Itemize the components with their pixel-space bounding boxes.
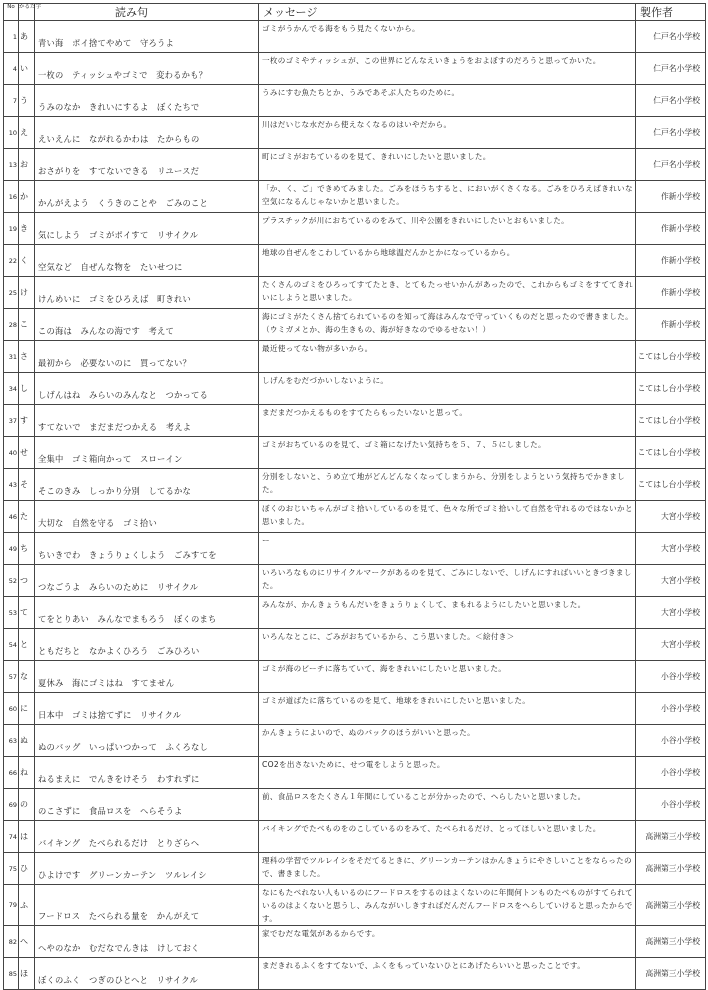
author-school: 大宮小学校 — [636, 629, 706, 661]
table-row — [4, 309, 706, 341]
table-row — [4, 277, 706, 309]
karuta-letter: は — [19, 821, 35, 853]
haiku-text: ともだちと なかよくひろう ごみひろい — [35, 629, 259, 661]
haiku-text: えいえんに ながれるかわは たからもの — [35, 117, 259, 149]
haiku-text: ねるまえに でんきをけそう わすれずに — [35, 757, 259, 789]
message-text: なにもたべれない人もいるのにフードロスをするのはよくないのに年間何トンものたべものがすてられているのはよくないと思うし、みんながいしきすればだんだんフードロスをへらしていけると思ったからです。 — [259, 885, 636, 926]
table-row — [4, 661, 706, 693]
row-number: 74 — [4, 821, 19, 853]
row-number: 69 — [4, 789, 19, 821]
karuta-letter: か — [19, 181, 35, 213]
header-kana: かるた字 — [19, 4, 35, 21]
row-number: 52 — [4, 565, 19, 597]
haiku-text: 大切な 自然を守る ゴミ拾い — [35, 501, 259, 533]
message-text: ゴミがおちているのを見て、ゴミ箱になげたい気持ちを５、７、５にしました。 — [259, 437, 636, 469]
table-row — [4, 469, 706, 501]
haiku-text: おさがりを すてないできる リユースだ — [35, 149, 259, 181]
karuta-letter: な — [19, 661, 35, 693]
karuta-letter: た — [19, 501, 35, 533]
haiku-text: ひよけです グリーンカーテン ツルレイシ — [35, 853, 259, 885]
karuta-letter: あ — [19, 21, 35, 53]
author-school: こてはし台小学校 — [636, 437, 706, 469]
row-number: 19 — [4, 213, 19, 245]
haiku-text: 気にしよう ゴミがポイすて リサイクル — [35, 213, 259, 245]
row-number: 85 — [4, 958, 19, 990]
karuta-letter: ほ — [19, 958, 35, 990]
author-school: 高洲第三小学校 — [636, 885, 706, 926]
haiku-text: 空気など 自ぜんな物を たいせつに — [35, 245, 259, 277]
author-school: 小谷小学校 — [636, 725, 706, 757]
table-body — [4, 21, 706, 990]
karuta-letter: く — [19, 245, 35, 277]
row-number: 75 — [4, 853, 19, 885]
karuta-letter: え — [19, 117, 35, 149]
header-haiku: 読み句 — [35, 4, 259, 21]
karuta-letter: に — [19, 693, 35, 725]
author-school: こてはし台小学校 — [636, 341, 706, 373]
karuta-letter: こ — [19, 309, 35, 341]
table-row — [4, 629, 706, 661]
table-row — [4, 53, 706, 85]
table-row — [4, 181, 706, 213]
karuta-letter: き — [19, 213, 35, 245]
message-text: 理科の学習でツルレイシをそだてるときに、グリーンカーテンはかんきょうにやさしいことをならったので、書きました。 — [259, 853, 636, 885]
table-row — [4, 85, 706, 117]
table-row — [4, 597, 706, 629]
row-number: 49 — [4, 533, 19, 565]
message-text: 海にゴミがたくさん捨てられているのを知って海はみんなで守っていくものだと思ったので書きました。（ウミガメとか、海の生きもの、海が好きなのでゆるせない！） — [259, 309, 636, 341]
row-number: 40 — [4, 437, 19, 469]
table-header-row — [4, 4, 706, 21]
haiku-text: 最初から 必要ないのに 買ってない？ — [35, 341, 259, 373]
karuta-letter: ひ — [19, 853, 35, 885]
message-text: 「か、く、ご」できめてみました。ごみをほうちすると、においがくさくなる。ごみをひろえばきれいな空気になるんじゃないかと思いました。 — [259, 181, 636, 213]
row-number: 34 — [4, 373, 19, 405]
table-row — [4, 405, 706, 437]
haiku-text: てをとりあい みんなでまもろう ぼくのまち — [35, 597, 259, 629]
author-school: 大宮小学校 — [636, 565, 706, 597]
message-text: うみにすむ魚たちとか、うみであそぶ人たちのために。 — [259, 85, 636, 117]
karuta-letter: ね — [19, 757, 35, 789]
message-text: 地球の自ぜんをこわしているから地球温だんかとかになっているから。 — [259, 245, 636, 277]
haiku-text: 青い海 ポイ捨てやめて 守ろうよ — [35, 21, 259, 53]
table-row — [4, 693, 706, 725]
haiku-text: つなごうよ みらいのために リサイクル — [35, 565, 259, 597]
table-row — [4, 437, 706, 469]
message-text: たくさんのゴミをひろってすてたとき、とてもたっせいかんがあったので、これからもゴミをすててきれいにしようと思いました。 — [259, 277, 636, 309]
author-school: 高洲第三小学校 — [636, 821, 706, 853]
message-text: バイキングでたべものをのこしているのをみて、たべられるだけ、とってほしいと思いました。 — [259, 821, 636, 853]
table-row — [4, 885, 706, 926]
haiku-text: この海は みんなの海です 考えて — [35, 309, 259, 341]
haiku-text: けんめいに ゴミをひろえば 町きれい — [35, 277, 259, 309]
table-row — [4, 21, 706, 53]
haiku-text: へやのなか むだなでんきは けしておく — [35, 926, 259, 958]
table-row — [4, 789, 706, 821]
karuta-letter: し — [19, 373, 35, 405]
haiku-text: のこさずに 食品ロスを へらそうよ — [35, 789, 259, 821]
message-text: いろいろなものにリサイクルマークがあるのを見て、ごみにしないで、しげんにすればいいときづきました。 — [259, 565, 636, 597]
table-row — [4, 533, 706, 565]
message-text: かんきょうによいので、ぬのバックのほうがいいと思った。 — [259, 725, 636, 757]
message-text: まだまだつかえるものをすてたらもったいないと思って。 — [259, 405, 636, 437]
row-number: 25 — [4, 277, 19, 309]
author-school: 高洲第三小学校 — [636, 958, 706, 990]
karuta-letter: う — [19, 85, 35, 117]
author-school: こてはし台小学校 — [636, 469, 706, 501]
header-message: メッセージ — [259, 4, 636, 21]
row-number: 16 — [4, 181, 19, 213]
author-school: 仁戸名小学校 — [636, 53, 706, 85]
message-text: CO2を出さないために、せつ電をしようと思った。 — [259, 757, 636, 789]
author-school: 小谷小学校 — [636, 789, 706, 821]
author-school: 仁戸名小学校 — [636, 85, 706, 117]
message-text: プラスチックが川におちているのをみて、川や公園をきれいにしたいとおもいました。 — [259, 213, 636, 245]
table-row — [4, 373, 706, 405]
karuta-letter: せ — [19, 437, 35, 469]
author-school: 仁戸名小学校 — [636, 117, 706, 149]
message-text: 前、食品ロスをたくさん１年間にしていることが分かったので、へらしたいと思いました。 — [259, 789, 636, 821]
karuta-letter: さ — [19, 341, 35, 373]
karuta-letter: つ — [19, 565, 35, 597]
karuta-letter: そ — [19, 469, 35, 501]
author-school: こてはし台小学校 — [636, 373, 706, 405]
row-number: 10 — [4, 117, 19, 149]
message-text: 分別をしないと、うめ立て地がどんどんなくなってしまうから、分別をしようという気持ちでかきました。 — [259, 469, 636, 501]
table-row — [4, 213, 706, 245]
karuta-letter: て — [19, 597, 35, 629]
author-school: 大宮小学校 — [636, 597, 706, 629]
message-text: しげんをむだづかいしないように。 — [259, 373, 636, 405]
table-row — [4, 565, 706, 597]
table-row — [4, 725, 706, 757]
row-number: 46 — [4, 501, 19, 533]
author-school: 作新小学校 — [636, 309, 706, 341]
message-text: 最近使ってない物が多いから。 — [259, 341, 636, 373]
row-number: 54 — [4, 629, 19, 661]
table-row — [4, 245, 706, 277]
author-school: 大宮小学校 — [636, 501, 706, 533]
row-number: 43 — [4, 469, 19, 501]
row-number: 37 — [4, 405, 19, 437]
haiku-text: ぼくのふく つぎのひとへと リサイクル — [35, 958, 259, 990]
message-text: ゴミがうかんでる海をもう見たくないから。 — [259, 21, 636, 53]
haiku-text: ちいきでわ きょうりょくしよう ごみすてを — [35, 533, 259, 565]
author-school: 作新小学校 — [636, 277, 706, 309]
haiku-text: しげんはね みらいのみんなと つかってる — [35, 373, 259, 405]
table-row — [4, 821, 706, 853]
haiku-text: すてないで まだまだつかえる 考えよ — [35, 405, 259, 437]
table-row — [4, 117, 706, 149]
row-number: 13 — [4, 149, 19, 181]
row-number: 7 — [4, 85, 19, 117]
message-text: ー — [259, 533, 636, 565]
author-school: 小谷小学校 — [636, 757, 706, 789]
row-number: 82 — [4, 926, 19, 958]
row-number: 57 — [4, 661, 19, 693]
author-school: 小谷小学校 — [636, 693, 706, 725]
haiku-text: ぬのバッグ いっぱいつかって ふくろなし — [35, 725, 259, 757]
message-text: ぼくのおじいちゃんがゴミ拾いしているのを見て、色々な所でゴミ拾いして自然を守れるのではないかと思いました。 — [259, 501, 636, 533]
table-row — [4, 853, 706, 885]
message-text: まだきれるふくをすてないで、ふくをもっていないひとにあげたらいいと思ったことです。 — [259, 958, 636, 990]
author-school: 仁戸名小学校 — [636, 21, 706, 53]
haiku-text: 日本中 ゴミは捨てずに リサイクル — [35, 693, 259, 725]
karuta-letter: お — [19, 149, 35, 181]
karuta-letter: け — [19, 277, 35, 309]
haiku-text: バイキング たべられるだけ とりざらへ — [35, 821, 259, 853]
table-row — [4, 926, 706, 958]
row-number: 31 — [4, 341, 19, 373]
row-number: 66 — [4, 757, 19, 789]
row-number: 63 — [4, 725, 19, 757]
karuta-letter: ぬ — [19, 725, 35, 757]
row-number: 53 — [4, 597, 19, 629]
table-row — [4, 958, 706, 990]
row-number: 22 — [4, 245, 19, 277]
author-school: こてはし台小学校 — [636, 405, 706, 437]
karuta-letter: の — [19, 789, 35, 821]
header-no: No — [4, 4, 19, 21]
haiku-text: フードロス たべられる量を かんがえて — [35, 885, 259, 926]
author-school: 作新小学校 — [636, 213, 706, 245]
row-number: 1 — [4, 21, 19, 53]
karuta-letter: ふ — [19, 885, 35, 926]
message-text: ゴミが道ばたに落ちているのを見て、地球をきれいにしたいと思いました。 — [259, 693, 636, 725]
haiku-text: 全集中 ゴミ箱向かって スローイン — [35, 437, 259, 469]
author-school: 高洲第三小学校 — [636, 853, 706, 885]
table-row — [4, 341, 706, 373]
author-school: 仁戸名小学校 — [636, 149, 706, 181]
haiku-text: そこのきみ しっかり分別 してるかな — [35, 469, 259, 501]
message-text: 町にゴミがおちているのを見て、きれいにしたいと思いました。 — [259, 149, 636, 181]
message-text: 川はだいじな水だから使えなくなるのはいやだから。 — [259, 117, 636, 149]
haiku-text: かんがえよう くうきのことや ごみのこと — [35, 181, 259, 213]
table-row — [4, 501, 706, 533]
haiku-table — [3, 3, 706, 990]
author-school: 作新小学校 — [636, 181, 706, 213]
message-text: ゴミが海のビーチに落ちていて、海をきれいにしたいと思いました。 — [259, 661, 636, 693]
row-number: 60 — [4, 693, 19, 725]
karuta-letter: と — [19, 629, 35, 661]
table-row — [4, 757, 706, 789]
table-row — [4, 149, 706, 181]
row-number: 4 — [4, 53, 19, 85]
author-school: 大宮小学校 — [636, 533, 706, 565]
author-school: 高洲第三小学校 — [636, 926, 706, 958]
message-text: いろんなとこに、ごみがおちているから、こう思いました。＜絵付き＞ — [259, 629, 636, 661]
haiku-text: 一枚の ティッシュやゴミで 変わるかも？ — [35, 53, 259, 85]
header-author: 製作者 — [636, 4, 706, 21]
karuta-letter: ち — [19, 533, 35, 565]
haiku-text: うみのなか きれいにするよ ぼくたちで — [35, 85, 259, 117]
karuta-letter: い — [19, 53, 35, 85]
haiku-text: 夏休み 海にゴミはね すてません — [35, 661, 259, 693]
message-text: みんなが、かんきょうもんだいをきょうりょくして、まもれるようにしたいと思いました。 — [259, 597, 636, 629]
message-text: 家でむだな電気があるからです。 — [259, 926, 636, 958]
karuta-letter: す — [19, 405, 35, 437]
message-text: 一枚のゴミやティッシュが、この世界にどんなえいきょうをおよぼすのだろうと思ってかいた。 — [259, 53, 636, 85]
row-number: 79 — [4, 885, 19, 926]
author-school: 小谷小学校 — [636, 661, 706, 693]
author-school: 作新小学校 — [636, 245, 706, 277]
karuta-letter: へ — [19, 926, 35, 958]
row-number: 28 — [4, 309, 19, 341]
